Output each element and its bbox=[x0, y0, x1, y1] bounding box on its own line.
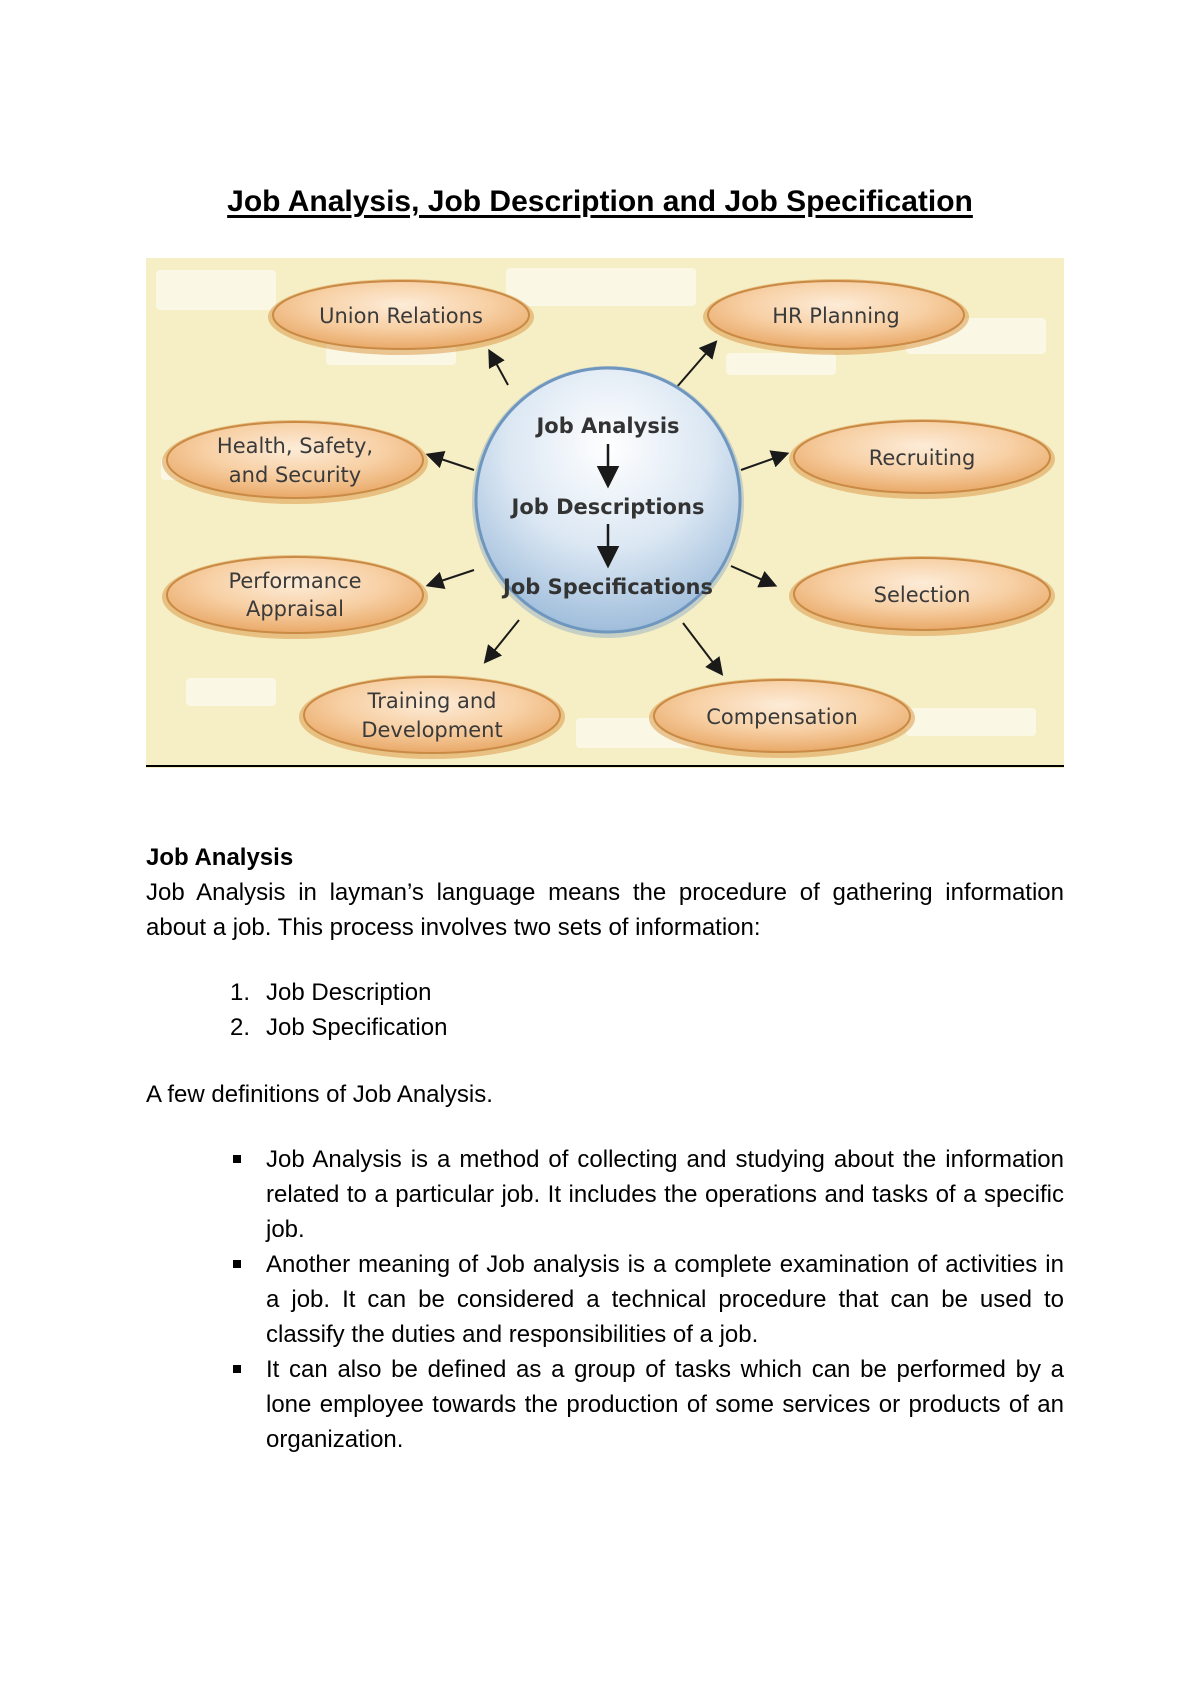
node-performance-appraisal bbox=[162, 555, 428, 639]
section-heading: Job Analysis bbox=[146, 844, 294, 871]
node-recruiting bbox=[789, 419, 1055, 499]
job-analysis-diagram bbox=[146, 258, 1064, 768]
list-item bbox=[230, 975, 1064, 1010]
node-training-development bbox=[299, 675, 565, 759]
node-union-relations bbox=[268, 279, 534, 355]
center-label-job-specifications: Job Specifications bbox=[503, 575, 713, 599]
definitions-intro: A few definitions of Job Analysis. bbox=[146, 1081, 493, 1108]
node-label: Selection bbox=[873, 583, 971, 607]
list-text: Job Specification bbox=[266, 1014, 448, 1041]
node-compensation bbox=[649, 678, 915, 758]
node-hr-planning bbox=[703, 279, 969, 355]
center-label-job-analysis: Job Analysis bbox=[536, 414, 680, 438]
square-bullet-icon bbox=[233, 1365, 241, 1373]
page-title: Job Analysis, Job Description and Job Specification bbox=[227, 185, 973, 218]
node-health-safety bbox=[162, 420, 428, 504]
list-item bbox=[266, 1247, 1064, 1352]
node-label: HR Planning bbox=[772, 304, 900, 328]
node-label: Recruiting bbox=[868, 446, 976, 470]
bullet-text: Another meaning of Job analysis is a complete examination of activities in a job. It can be considered a technical procedure that can be used to classify the duties and responsibilities of a job. bbox=[266, 1251, 1064, 1348]
node-label: Performance bbox=[228, 569, 362, 593]
figure-divider bbox=[146, 765, 1064, 767]
list-item bbox=[266, 1142, 1064, 1247]
square-bullet-icon bbox=[233, 1155, 241, 1163]
center-circle bbox=[472, 366, 744, 638]
bullet-text: It can also be defined as a group of tasks which can be performed by a lone employee towards the production of some services or products of an organization. bbox=[266, 1356, 1064, 1453]
list-item bbox=[266, 1352, 1064, 1457]
node-label: Compensation bbox=[706, 705, 858, 729]
list-item bbox=[230, 1010, 1064, 1045]
numbered-list bbox=[146, 975, 1064, 1045]
list-number: 1. bbox=[230, 979, 251, 1006]
bullet-text: Job Analysis is a method of collecting and studying about the information related to a particular job. It includes the operations and tasks of a specific job. bbox=[266, 1146, 1064, 1243]
square-bullet-icon bbox=[233, 1260, 241, 1268]
intro-paragraph: Job Analysis in layman’s language means the procedure of gathering information about a job. This process involves two sets of information: bbox=[146, 879, 1064, 941]
document-body bbox=[146, 840, 1064, 1457]
node-label: Union Relations bbox=[319, 304, 483, 328]
center-label-job-descriptions: Job Descriptions bbox=[511, 495, 705, 519]
node-label: Development bbox=[361, 718, 503, 742]
node-label: Training and bbox=[367, 689, 497, 713]
node-label: Appraisal bbox=[245, 597, 345, 621]
definitions-list bbox=[146, 1142, 1064, 1457]
node-label: Health, Safety, bbox=[216, 434, 374, 458]
list-number: 2. bbox=[230, 1014, 251, 1041]
node-selection bbox=[789, 556, 1055, 636]
node-label: and Security bbox=[228, 463, 362, 487]
list-text: Job Description bbox=[266, 979, 432, 1006]
